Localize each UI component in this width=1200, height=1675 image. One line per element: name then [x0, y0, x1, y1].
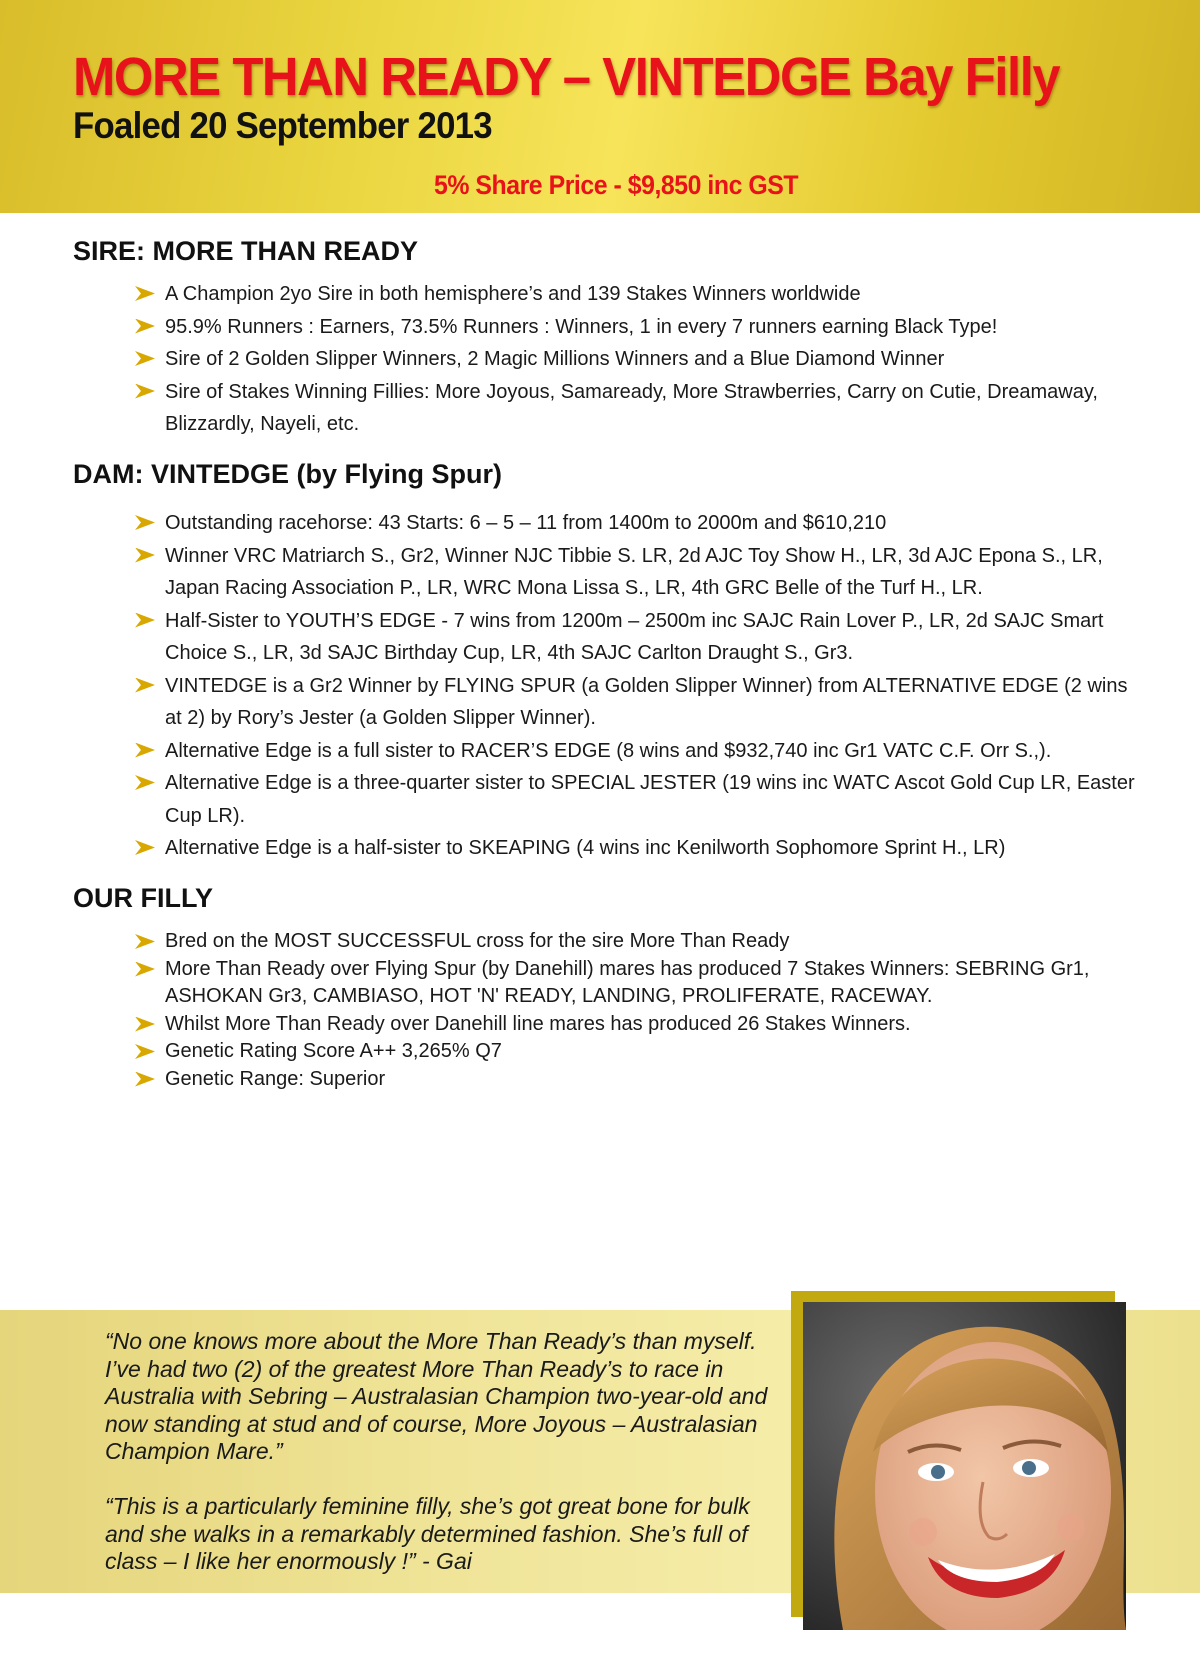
list-item: [135, 1066, 1135, 1094]
list-item: [135, 928, 1135, 956]
list-item: [135, 767, 1135, 832]
arrow-bullet-icon: [135, 678, 155, 693]
list-item-text: Sire of 2 Golden Slipper Winners, 2 Magic Millions Winners and a Blue Diamond Winner: [165, 348, 945, 370]
list-item: [135, 670, 1135, 735]
trainer-quote-2: “This is a particularly feminine filly, she’s got great bone for bulk and she walks in a remarkably determined fashion. She’s full of class – I like her enormously !” - Gai: [105, 1493, 750, 1574]
list-item: [135, 507, 1135, 540]
filly-heading: OUR FILLY: [73, 883, 214, 913]
arrow-bullet-icon: [135, 775, 155, 790]
list-item: [135, 735, 1135, 768]
list-item: [135, 343, 1135, 376]
list-item: [135, 376, 1135, 441]
list-item-text: Sire of Stakes Winning Fillies: More Joyous, Samaready, More Strawberries, Carry on Cutie, Dreamaway, Blizzardly, Nayeli, etc.: [165, 380, 1098, 435]
list-item-text: Genetic Rating Score A++ 3,265% Q7: [165, 1040, 502, 1062]
arrow-bullet-icon: [135, 384, 155, 399]
list-item: [135, 278, 1135, 311]
list-item: [135, 832, 1135, 865]
foaled-date: Foaled 20 September 2013: [73, 105, 492, 146]
arrow-bullet-icon: [135, 840, 155, 855]
list-item-text: Genetic Range: Superior: [165, 1067, 386, 1090]
list-item: [135, 605, 1135, 670]
list-item-text: VINTEDGE is a Gr2 Winner by FLYING SPUR (a Golden Slipper Winner) from ALTERNATIVE EDGE (2 wins at 2) by Rory’s Jester (a Golden Slipper Winner).: [165, 674, 1128, 729]
arrow-bullet-icon: [135, 351, 155, 366]
sire-heading: SIRE: MORE THAN READY: [73, 236, 419, 266]
list-item-text: Alternative Edge is a half-sister to SKEAPING (4 wins inc Kenilworth Sophomore Sprint H., LR): [165, 837, 1006, 859]
arrow-bullet-icon: [135, 548, 155, 563]
arrow-bullet-icon: [135, 613, 155, 628]
list-item-text: Alternative Edge is a full sister to RACER’S EDGE (8 wins and $932,740 inc Gr1 VATC C.F. Orr S.,).: [165, 739, 1052, 762]
header-banner: [0, 0, 1200, 213]
arrow-bullet-icon: [135, 1017, 155, 1032]
arrow-bullet-icon: [135, 515, 155, 530]
arrow-bullet-icon: [135, 1072, 155, 1087]
list-item-text: Whilst More Than Ready over Danehill line mares has produced 26 Stakes Winners.: [165, 1012, 911, 1035]
arrow-bullet-icon: [135, 743, 155, 758]
trainer-quote-1: “No one knows more about the More Than Ready’s than myself. I’ve had two (2) of the greatest More Than Ready’s to race in Australia with Sebring – Australasian Champion two-year-old and now standing at stud and of course, More Joyous – Australasian Champion Mare.”: [105, 1328, 768, 1464]
arrow-bullet-icon: [135, 286, 155, 301]
arrow-bullet-icon: [135, 934, 155, 949]
list-item: [135, 956, 1135, 1011]
list-item-text: Winner VRC Matriarch S., Gr2, Winner NJC Tibbie S. LR, 2d AJC Toy Show H., LR, 3d AJC Epona S., LR, Japan Racing Association P., LR, WRC Mona Lissa S., LR, 4th GRC Belle of the Turf H., LR.: [165, 544, 1103, 599]
arrow-bullet-icon: [135, 319, 155, 334]
arrow-bullet-icon: [135, 962, 155, 977]
list-item: [135, 311, 1135, 344]
list-item-text: Outstanding racehorse: 43 Starts: 6 – 5 – 11 from 1400m to 2000m and $610,210: [165, 512, 887, 534]
share-price: 5% Share Price - $9,850 inc GST: [434, 170, 799, 200]
dam-heading: DAM: VINTEDGE (by Flying Spur): [73, 459, 502, 489]
list-item: [135, 1038, 1135, 1066]
list-item: [135, 1011, 1135, 1039]
dam-list: [135, 507, 1135, 865]
filly-list: [135, 928, 1135, 1093]
sire-list: [135, 278, 1135, 441]
list-item-text: Bred on the MOST SUCCESSFUL cross for the sire More Than Ready: [165, 930, 790, 952]
list-item: [135, 540, 1135, 605]
page-title: MORE THAN READY – VINTEDGE Bay Filly: [73, 47, 1060, 107]
arrow-bullet-icon: [135, 1044, 155, 1059]
list-item-text: Half-Sister to YOUTH’S EDGE - 7 wins from 1200m – 2500m inc SAJC Rain Lover P., LR, 2d SAJC Smart Choice S., LR, 3d SAJC Birthday Cup, LR, 4th SAJC Carlton Draught S., Gr3.: [165, 609, 1104, 664]
list-item-text: 95.9% Runners : Earners, 73.5% Runners : Winners, 1 in every 7 runners earning Black Type!: [165, 315, 998, 338]
list-item-text: More Than Ready over Flying Spur (by Danehill) mares has produced 7 Stakes Winners: SEBRING Gr1, ASHOKAN Gr3, CAMBIASO, HOT 'N' READY, LANDING, PROLIFERATE, RACEWAY.: [165, 957, 1090, 1007]
portrait-illustration: [803, 1302, 1126, 1630]
trainer-portrait: [803, 1302, 1126, 1630]
list-item-text: Alternative Edge is a three-quarter sister to SPECIAL JESTER (19 wins inc WATC Ascot Gold Cup LR, Easter Cup LR).: [165, 772, 1135, 827]
list-item-text: A Champion 2yo Sire in both hemisphere’s and 139 Stakes Winners worldwide: [165, 283, 861, 305]
